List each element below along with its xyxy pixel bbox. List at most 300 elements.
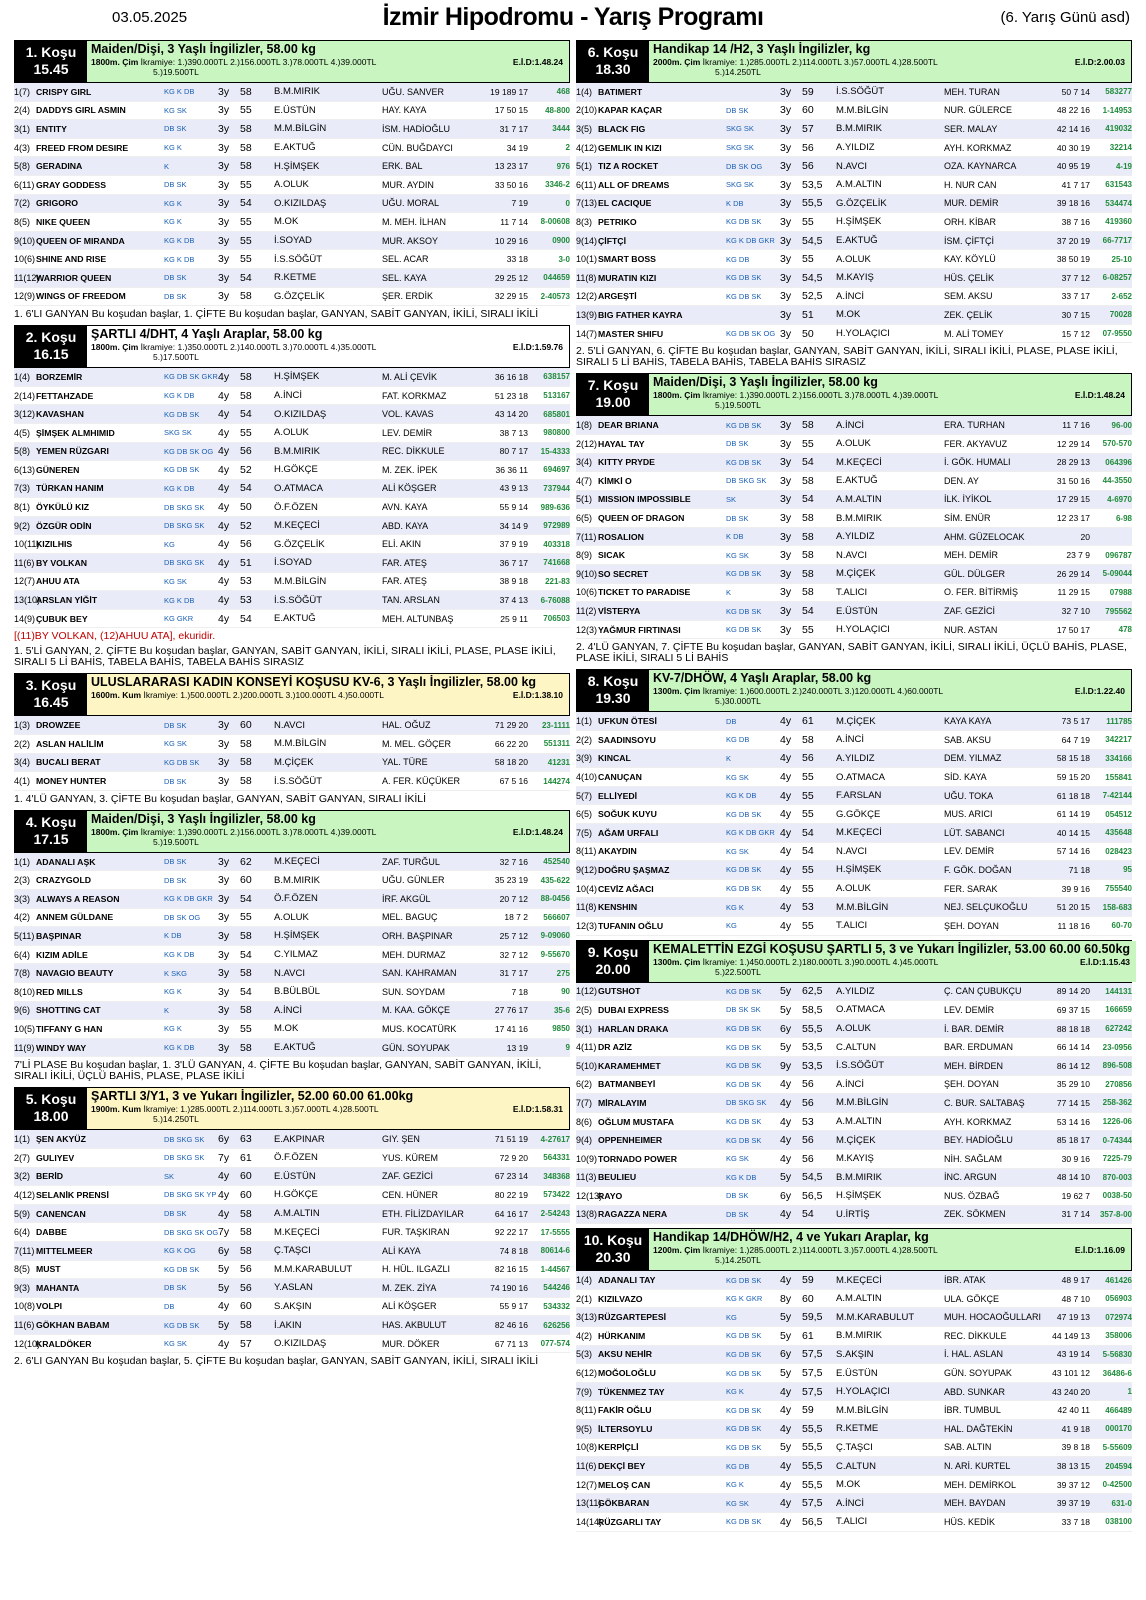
jockey-name: Ç.TAŞCI <box>836 1441 873 1453</box>
runner-table <box>14 853 570 1058</box>
trainer-name: SİM. ENÜR <box>944 513 991 524</box>
table-row[interactable] <box>14 461 570 480</box>
table-row[interactable] <box>576 898 1132 917</box>
table-row[interactable] <box>576 1271 1132 1290</box>
table-row[interactable] <box>14 269 570 288</box>
table-row[interactable] <box>576 1001 1132 1020</box>
recent-form: 570-570 <box>1102 439 1132 449</box>
table-row[interactable] <box>576 787 1132 806</box>
recent-form: 419032 <box>1105 124 1132 134</box>
rating-stats: 7 18 <box>511 986 528 997</box>
horse-weight: 56 <box>240 1263 252 1276</box>
recent-form: 44-3550 <box>1102 476 1132 486</box>
recent-form: 054512 <box>1105 809 1132 819</box>
recent-form: 044659 <box>543 273 570 283</box>
equipment: KG DB SK <box>726 1442 762 1452</box>
race-number-box <box>15 41 87 82</box>
horse-weight: 55 <box>240 178 252 191</box>
table-row[interactable] <box>14 498 570 517</box>
horse-weight: 58 <box>240 929 252 942</box>
horse-weight: 54,5 <box>802 271 823 284</box>
table-row[interactable] <box>576 83 1132 102</box>
table-row[interactable] <box>576 1308 1132 1327</box>
horse-number: 9(14) <box>576 235 598 246</box>
table-row[interactable] <box>576 861 1132 880</box>
horse-age: 4y <box>780 863 792 876</box>
horse-age: 5y <box>780 1441 792 1454</box>
table-row[interactable] <box>14 139 570 158</box>
jockey-name: M.M.BİLGİN <box>836 104 889 116</box>
rating-stats: 35 29 10 <box>1056 1079 1090 1090</box>
horse-age: 4y <box>780 752 792 765</box>
horse-age: 6y <box>780 1348 792 1361</box>
rating-stats: 32 7 12 <box>499 949 528 960</box>
table-row[interactable] <box>14 102 570 121</box>
table-row[interactable] <box>14 1130 570 1149</box>
table-row[interactable] <box>14 1205 570 1224</box>
table-row[interactable] <box>576 528 1132 547</box>
trainer-name: HAY. KAYA <box>382 105 427 116</box>
table-row[interactable] <box>14 772 570 791</box>
table-row[interactable] <box>576 213 1132 232</box>
horse-age: 3y <box>780 85 792 98</box>
recent-form: 70028 <box>1109 310 1132 320</box>
trainer-name: MUR. DEMİR <box>944 198 999 209</box>
jockey-name: E.AKTUĞ <box>274 1042 316 1054</box>
race-number-box <box>577 670 649 711</box>
horse-weight: 58 <box>240 141 252 154</box>
horse-name: GRIGORO <box>36 198 78 209</box>
recent-form: 544246 <box>543 1283 570 1293</box>
horse-weight: 63 <box>240 1133 252 1146</box>
rating-stats: 33 7 18 <box>1061 1516 1090 1527</box>
trainer-name: ETH. FİLİZDAYILAR <box>382 1208 464 1219</box>
table-row[interactable] <box>576 288 1132 307</box>
table-row[interactable] <box>576 1401 1132 1420</box>
horse-weight: 55 <box>802 919 814 932</box>
horse-number: 12(7) <box>14 576 36 587</box>
horse-age: 3y <box>780 456 792 469</box>
jockey-name: N.AVCI <box>274 967 305 979</box>
table-row[interactable] <box>576 712 1132 731</box>
trainer-name: BEY. HADİOĞLU <box>944 1135 1013 1146</box>
table-row[interactable] <box>14 871 570 890</box>
table-row[interactable] <box>576 120 1132 139</box>
table-row[interactable] <box>14 405 570 424</box>
horse-number: 7(3) <box>14 483 31 494</box>
recent-form: 2-54243 <box>540 1209 570 1219</box>
horse-weight: 59 <box>802 85 814 98</box>
table-row[interactable] <box>576 176 1132 195</box>
horse-name: GÜNEREN <box>36 464 80 475</box>
table-row[interactable] <box>14 157 570 176</box>
table-row[interactable] <box>14 573 570 592</box>
table-row[interactable] <box>576 1420 1132 1439</box>
table-row[interactable] <box>576 232 1132 251</box>
horse-weight: 55 <box>802 771 814 784</box>
table-row[interactable] <box>576 1206 1132 1225</box>
horse-name: CANENCAN <box>36 1208 86 1219</box>
table-row[interactable] <box>576 509 1132 528</box>
table-row[interactable] <box>576 1346 1132 1365</box>
equipment: KG DB SK <box>726 457 762 467</box>
table-row[interactable] <box>14 946 570 965</box>
equipment: KG SK <box>164 1339 187 1349</box>
table-row[interactable] <box>14 983 570 1002</box>
table-row[interactable] <box>576 1187 1132 1206</box>
race-prize-line <box>653 686 1125 696</box>
horse-name: İLTERSOYLU <box>598 1423 653 1434</box>
recent-form: 8-00608 <box>540 217 570 227</box>
table-row[interactable] <box>14 909 570 928</box>
jockey-name: İ.SOYAD <box>274 557 312 569</box>
horse-number: 1(8) <box>576 420 593 431</box>
table-row[interactable] <box>14 120 570 139</box>
table-row[interactable] <box>14 1335 570 1354</box>
rating-stats: 55 9 14 <box>499 502 528 513</box>
horse-age: 3y <box>780 271 792 284</box>
equipment: KG SK <box>726 846 749 856</box>
horse-name: GERADINA <box>36 161 83 172</box>
table-row[interactable] <box>576 1038 1132 1057</box>
horse-number: 11(2) <box>576 606 597 617</box>
equipment: DB SKG SK YP <box>164 1190 217 1200</box>
horse-number: 10(5) <box>14 1023 36 1034</box>
rating-stats: 31 50 16 <box>1056 475 1090 486</box>
table-row[interactable] <box>14 176 570 195</box>
jockey-name: C.ALTUN <box>836 1460 876 1472</box>
horse-name: MONEY HUNTER <box>36 776 107 787</box>
equipment: KG DB SK <box>726 1405 762 1415</box>
table-row[interactable] <box>14 1279 570 1298</box>
recent-form: 144131 <box>1105 986 1132 996</box>
trainer-name: HAL. OĞUZ <box>382 720 431 731</box>
equipment: KG K DB <box>164 950 195 960</box>
table-row[interactable] <box>576 1150 1132 1169</box>
horse-weight: 55,5 <box>802 197 823 210</box>
table-row[interactable] <box>576 325 1132 344</box>
table-row[interactable] <box>576 983 1132 1002</box>
horse-number: 3(3) <box>14 893 31 904</box>
jockey-name: M.ÇİÇEK <box>274 756 314 768</box>
table-row[interactable] <box>14 1261 570 1280</box>
table-row[interactable] <box>14 1039 570 1058</box>
table-row[interactable] <box>14 610 570 629</box>
trainer-name: ELİ. AKIN <box>382 539 422 550</box>
table-row[interactable] <box>576 1383 1132 1402</box>
race-block <box>576 669 1132 935</box>
rating-stats: 38 9 18 <box>499 576 528 587</box>
recent-form: 976 <box>556 161 570 171</box>
table-row[interactable] <box>576 843 1132 862</box>
horse-number: 3(13) <box>576 1312 598 1323</box>
table-row[interactable] <box>14 1186 570 1205</box>
trainer-name: DEN. AY <box>944 475 979 486</box>
race-note: 1. 4'LÜ GANYAN, 3. ÇİFTE Bu koşudan başlar, GANYAN, SABİT GANYAN, SIRALI İKİLİ <box>14 792 427 805</box>
horse-weight: 52 <box>240 519 252 532</box>
table-row[interactable] <box>14 250 570 269</box>
recent-form: 468 <box>556 87 570 97</box>
race-header <box>14 325 570 368</box>
table-row[interactable] <box>14 591 570 610</box>
table-row[interactable] <box>576 306 1132 325</box>
table-row[interactable] <box>576 1513 1132 1532</box>
table-row[interactable] <box>576 731 1132 750</box>
equipment: DB SK <box>726 513 749 523</box>
table-row[interactable] <box>14 368 570 387</box>
table-row[interactable] <box>576 416 1132 435</box>
table-row[interactable] <box>14 387 570 406</box>
jockey-name: Ç.TAŞCI <box>274 1245 311 1257</box>
horse-weight: 55 <box>240 253 252 266</box>
horse-number: 7(11) <box>576 531 597 542</box>
trainer-name: CÜN. BUĞDAYCI <box>382 142 453 153</box>
horse-name: NAVAGIO BEAUTY <box>36 968 114 979</box>
table-row[interactable] <box>576 1131 1132 1150</box>
rating-stats: 39 9 16 <box>1061 883 1090 894</box>
table-row[interactable] <box>576 139 1132 158</box>
horse-weight: 55 <box>802 808 814 821</box>
horse-weight: 55,5 <box>802 1460 823 1473</box>
race-time: 20.00 <box>595 960 631 977</box>
horse-number: 11(12) <box>14 272 40 283</box>
race-note: 7'Lİ PLASE Bu koşudan başlar, 1. 3'LÜ GANYAN, 4. ÇİFTE Bu koşudan başlar, GANYAN, SABİT GANYAN, İKİLİ, SIRALI İKİLİ, ÜÇLÜ BAHİS, PLASE, PLASE İKİLİ <box>14 1059 542 1083</box>
table-row[interactable] <box>14 1316 570 1335</box>
table-row[interactable] <box>14 890 570 909</box>
table-row[interactable] <box>576 491 1132 510</box>
table-row[interactable] <box>14 735 570 754</box>
horse-age: 4y <box>780 919 792 932</box>
horse-number: 3(1) <box>576 1023 593 1034</box>
jockey-name: A.İNCİ <box>836 419 864 431</box>
jockey-name: E.AKTUĞ <box>836 475 878 487</box>
race-note: 2. 6'LI GANYAN Bu koşudan başlar, 5. ÇİFTE Bu koşudan başlar, GANYAN, SABİT GANYAN, İKİLİ, SIRALI İKİLİ <box>14 1355 539 1368</box>
equipment: KG DB <box>726 254 750 264</box>
jockey-name: E.AKTUĞ <box>836 235 878 247</box>
table-row[interactable] <box>14 754 570 773</box>
horse-weight: 57,5 <box>802 1367 823 1380</box>
horse-age: 3y <box>218 756 230 769</box>
horse-age: 3y <box>218 1004 230 1017</box>
horse-weight: 55 <box>802 437 814 450</box>
table-row[interactable] <box>14 83 570 102</box>
equipment: DB SK <box>164 1283 187 1293</box>
horse-age: 5y <box>218 1263 230 1276</box>
jockey-name: M.M.BİLGİN <box>836 1404 889 1416</box>
table-row[interactable] <box>576 269 1132 288</box>
table-row[interactable] <box>576 1076 1132 1095</box>
horse-number: 13(10) <box>14 595 41 606</box>
trainer-name: M. ALİ ÇEVİK <box>382 371 438 382</box>
table-row[interactable] <box>576 584 1132 603</box>
race-number-box <box>577 941 649 982</box>
horse-age: 4y <box>780 1096 792 1109</box>
table-row[interactable] <box>576 472 1132 491</box>
recent-form: 980800 <box>543 428 570 438</box>
table-row[interactable] <box>576 917 1132 936</box>
table-row[interactable] <box>576 102 1132 121</box>
race-title: Maiden/Dişi, 3 Yaşlı İngilizler, 58.00 kg <box>91 811 316 826</box>
horse-name: ARSLAN YİĞİT <box>36 595 98 606</box>
table-row[interactable] <box>576 1457 1132 1476</box>
race-header <box>576 940 1132 983</box>
rating-stats: 59 15 20 <box>1056 772 1090 783</box>
table-row[interactable] <box>576 1327 1132 1346</box>
table-row[interactable] <box>576 454 1132 473</box>
table-row[interactable] <box>576 880 1132 899</box>
horse-number: 4(7) <box>576 475 593 486</box>
race-header <box>576 373 1132 416</box>
recent-form: 348368 <box>543 1171 570 1181</box>
horse-name: ELLİYEDİ <box>598 790 638 801</box>
recent-form: 111785 <box>1106 716 1132 726</box>
table-row[interactable] <box>14 716 570 735</box>
horse-weight: 60 <box>240 1300 252 1313</box>
rating-stats: 53 14 16 <box>1056 1116 1090 1127</box>
trainer-name: YUS. KÜREM <box>382 1152 439 1163</box>
equipment: KG DB SK <box>726 1517 762 1527</box>
table-row[interactable] <box>576 602 1132 621</box>
horse-weight: 54 <box>240 948 252 961</box>
horse-name: GRAY GODDESS <box>36 179 107 190</box>
horse-age: 3y <box>780 586 792 599</box>
race-block <box>14 1087 570 1368</box>
table-row[interactable] <box>14 1002 570 1021</box>
jockey-name: H.YOLAÇICI <box>836 624 890 636</box>
table-row[interactable] <box>576 1494 1132 1513</box>
table-row[interactable] <box>14 853 570 872</box>
horse-name: MUST <box>36 1264 61 1275</box>
race-record: E.İ.D:1.22.40 <box>1074 686 1125 697</box>
recent-form: 989-636 <box>540 502 570 512</box>
table-row[interactable] <box>14 927 570 946</box>
table-row[interactable] <box>14 554 570 573</box>
table-row[interactable] <box>14 1298 570 1317</box>
table-row[interactable] <box>576 1020 1132 1039</box>
race-prize-line <box>653 957 1130 967</box>
horse-number: 11(6) <box>576 1461 597 1472</box>
horse-name: YEMEN RÜZGARI <box>36 446 109 457</box>
rating-stats: 12 29 14 <box>1056 438 1090 449</box>
table-row[interactable] <box>576 565 1132 584</box>
table-row[interactable] <box>14 195 570 214</box>
recent-form: 23-0956 <box>1102 1042 1132 1052</box>
horse-age: 3y <box>218 197 230 210</box>
table-row[interactable] <box>576 195 1132 214</box>
table-row[interactable] <box>14 535 570 554</box>
jockey-name: C.ALTUN <box>836 1041 876 1053</box>
race-prizes: İkramiye: 1.)390.000TL 2.)156.000TL 3.)78.000TL 4.)39.000TL <box>702 390 939 401</box>
table-row[interactable] <box>14 424 570 443</box>
horse-weight: 52,5 <box>802 290 823 303</box>
table-row[interactable] <box>14 232 570 251</box>
recent-form: 07988 <box>1109 587 1132 597</box>
table-row[interactable] <box>576 1094 1132 1113</box>
horse-name: SAADINSOYU <box>598 734 656 745</box>
runner-table <box>576 1271 1132 1531</box>
horse-number: 5(7) <box>576 790 593 801</box>
table-row[interactable] <box>576 1364 1132 1383</box>
trainer-name: ŞEH. DOYAN <box>944 920 999 931</box>
recent-form: 35-6 <box>553 1005 570 1015</box>
table-row[interactable] <box>576 621 1132 640</box>
table-row[interactable] <box>576 1113 1132 1132</box>
recent-form: 2 <box>565 143 570 153</box>
race-number: 4. Koşu <box>25 813 77 830</box>
table-row[interactable] <box>576 250 1132 269</box>
trainer-name: SAN. KAHRAMAN <box>382 968 457 979</box>
recent-form: 038100 <box>1105 1517 1132 1527</box>
horse-weight: 54 <box>240 892 252 905</box>
table-row[interactable] <box>576 546 1132 565</box>
horse-name: AHUU ATA <box>36 576 80 587</box>
jockey-name: G.GÖKÇE <box>836 808 881 820</box>
table-row[interactable] <box>14 1223 570 1242</box>
horse-age: 3y <box>218 892 230 905</box>
trainer-name: İ. BAR. DEMİR <box>944 1023 1005 1034</box>
jockey-name: M.OK <box>274 216 299 228</box>
table-row[interactable] <box>576 1057 1132 1076</box>
table-row[interactable] <box>576 157 1132 176</box>
table-row[interactable] <box>576 750 1132 769</box>
recent-form: 2-652 <box>1111 291 1132 301</box>
horse-number: 11(6) <box>14 557 35 568</box>
table-row[interactable] <box>576 1290 1132 1309</box>
table-row[interactable] <box>576 824 1132 843</box>
horse-weight: 58 <box>240 1207 252 1220</box>
trainer-name: REC. DİKKULE <box>944 1330 1007 1341</box>
horse-name: NIKE QUEEN <box>36 216 91 227</box>
horse-number: 4(2) <box>576 1330 593 1341</box>
horse-age: 3y <box>218 178 230 191</box>
table-row[interactable] <box>576 768 1132 787</box>
equipment: KG DB SK OG <box>726 329 776 339</box>
equipment: KG DB SK <box>164 1264 200 1274</box>
table-row[interactable] <box>14 288 570 307</box>
horse-age: 4y <box>218 556 230 569</box>
race-distance: 1800m. Çim <box>91 826 139 837</box>
horse-age: 3y <box>218 948 230 961</box>
table-row[interactable] <box>14 517 570 536</box>
trainer-name: GIY. ŞEN <box>382 1134 420 1145</box>
rating-stats: 32 7 16 <box>499 856 528 867</box>
table-row[interactable] <box>576 1169 1132 1188</box>
recent-form: 334166 <box>1105 753 1132 763</box>
table-row[interactable] <box>14 1020 570 1039</box>
horse-age: 3y <box>780 474 792 487</box>
table-row[interactable] <box>576 1476 1132 1495</box>
recent-form: 6-98 <box>1115 513 1132 523</box>
equipment: KG DB SK <box>726 809 762 819</box>
table-row[interactable] <box>14 480 570 499</box>
trainer-name: NUR. ASTAN <box>944 624 998 635</box>
horse-weight: 54 <box>802 493 814 506</box>
table-row[interactable] <box>14 1168 570 1187</box>
table-row[interactable] <box>14 443 570 462</box>
table-row[interactable] <box>576 435 1132 454</box>
table-row[interactable] <box>576 1439 1132 1458</box>
rating-stats: 55 9 17 <box>499 1301 528 1312</box>
table-row[interactable] <box>576 805 1132 824</box>
table-row[interactable] <box>14 1149 570 1168</box>
table-row[interactable] <box>14 964 570 983</box>
table-row[interactable] <box>14 1242 570 1261</box>
rating-stats: 11 18 16 <box>1057 920 1090 931</box>
trainer-name: CEN. HÜNER <box>382 1189 439 1200</box>
rating-stats: 85 18 17 <box>1056 1135 1090 1146</box>
table-row[interactable] <box>14 213 570 232</box>
horse-name: MURATIN KIZI <box>598 272 657 283</box>
